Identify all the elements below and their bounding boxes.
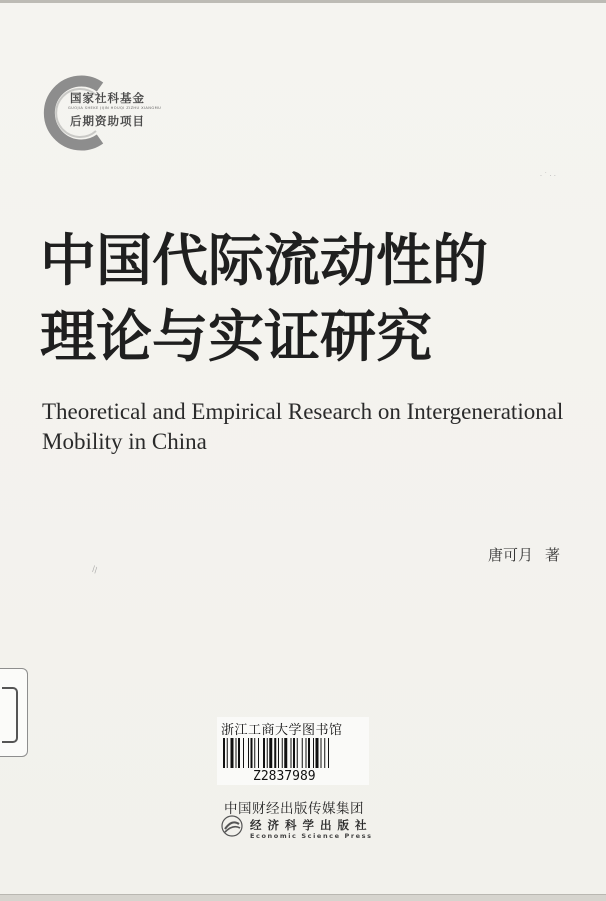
fund-pinyin: GUOJIA SHEKE JIJIN HOUQI ZIZHU XIANGMU [68, 106, 162, 110]
library-tag-frame [2, 687, 18, 743]
fund-name-line1: 国家社科基金 [70, 91, 145, 105]
barcode-icon [223, 738, 363, 768]
bottom-edge [0, 894, 606, 901]
fund-logo [38, 73, 162, 153]
author-name: 唐可月 [487, 546, 533, 564]
author-line [488, 544, 560, 565]
title-en-line1: Theoretical and Empirical Research on Intergenerational [42, 399, 564, 424]
title-cn-line2: 理论与实证研究 [40, 305, 432, 370]
title-en-line2: Mobility in China [42, 429, 207, 454]
publisher-group: 中国财经出版传媒集团 [224, 801, 364, 817]
library-name: 浙江工商大学图书馆 [221, 723, 343, 738]
press-name-cn: 经济科学出版社 [250, 818, 373, 832]
barcode-number: Z2837989 [253, 769, 316, 784]
press-logo-icon [221, 815, 243, 837]
library-spine-tag [0, 668, 28, 757]
top-edge [0, 0, 606, 3]
library-barcode-sticker [217, 717, 369, 785]
fund-name-line2: 后期资助项目 [70, 114, 145, 128]
corner-smudge: ·˙·· [539, 172, 558, 180]
press-name-en: Economic Science Press [250, 832, 373, 840]
author-role: 著 [544, 546, 560, 564]
speck-mark: \\ [89, 564, 100, 575]
title-cn-line1: 中国代际流动性的 [40, 229, 488, 294]
